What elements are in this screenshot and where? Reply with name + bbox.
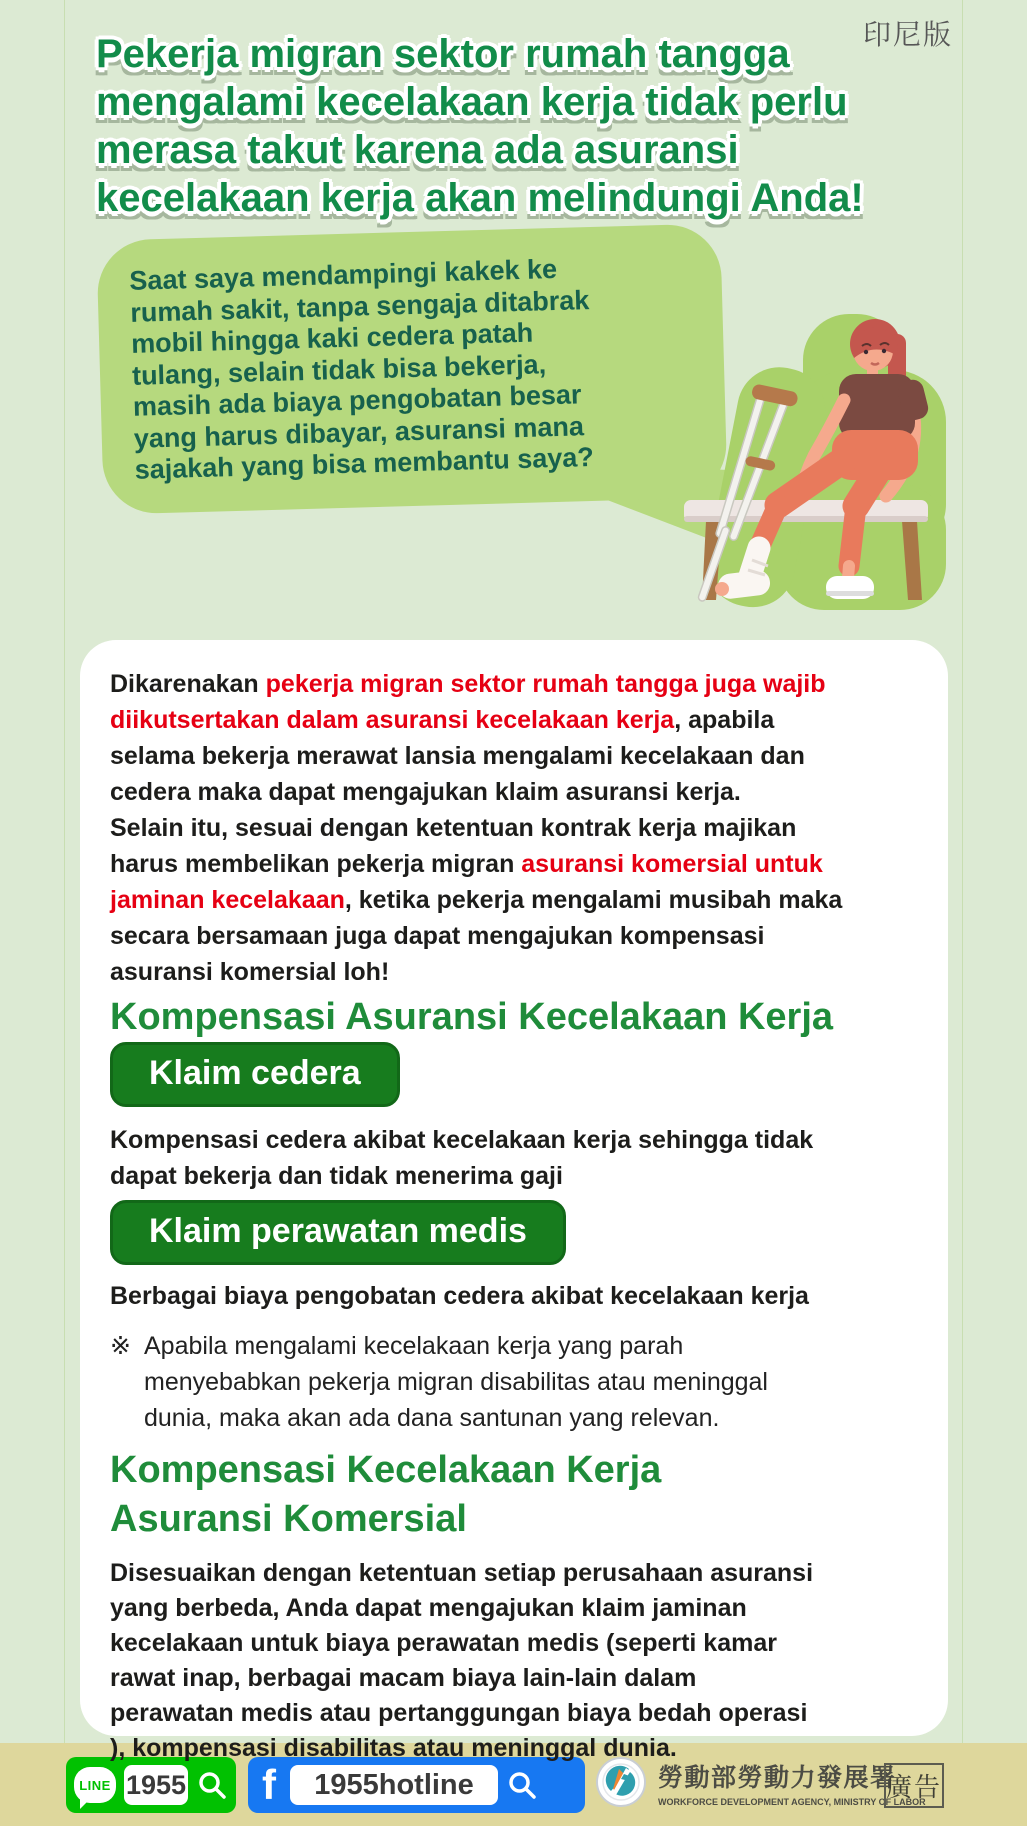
ad-label: 廣告 [884,1763,944,1808]
wda-agency-name: 勞動部勞動力發展署 [658,1763,897,1792]
line-icon: LINE [74,1767,116,1803]
edition-label: 印尼版 [862,19,953,50]
severe-accident-note-text: Apabila mengalami kecelakaan kerja yang parah menyebabkan pekerja migran disabilitas atau meninggal dunia, maka akan ada dana santunan yang relevan. [144,1332,768,1432]
right-guide-line [962,0,963,1743]
injury-claim-description: Kompensasi cedera akibat kecelakaan kerja sehingga tidak dapat bekerja dan tidak menerima gaji [110,1126,814,1190]
intro-paragraph: Dikarenakan pekerja migran sektor rumah tangga juga wajib diikutsertakan dalam asuransi kecelakaan kerja, apabila selama bekerja merawat lansia mengalami kecelakaan dan cedera maka dapat mengajukan klaim asuransi kerja. Selain itu, sesuai dengan ketentuan kontrak kerja majikan harus membelikan pekerja migran asuransi komersial untuk jaminan kecelakaan, ketika pekerja mengalami musibah maka secara bersamaan juga dapat mengajukan kompensasi asuransi komersial loh! [110,670,843,986]
poster-title: Pekerja migran sektor rumah tangga mengalami kecelakaan kerja tidak perlu merasa takut karena ada asuransi kecelakaan kerja akan melindungi Anda! [96,32,864,220]
line-search-icon[interactable] [196,1769,228,1801]
severe-accident-note [110,1328,768,1436]
left-guide-line [64,0,65,1743]
section-heading-commercial-insurance: Kompensasi Kecelakaan Kerja Asuransi Komersial [110,1449,662,1540]
facebook-search-icon[interactable] [506,1769,538,1801]
facebook-icon: f [262,1761,276,1808]
wda-agency-name-en: WORKFORCE DEVELOPMENT AGENCY, MINISTRY OF LABOR [658,1796,926,1807]
commercial-insurance-description: Disesuaikan dengan ketentuan setiap perusahaan asuransi yang berbeda, Anda dapat mengajukan klaim jaminan kecelakaan untuk biaya perawatan medis (seperti kamar rawat inap, berbagai macam biaya lain-lain dalam perawatan medis atau pertanggungan biaya bedah operasi ), kompensasi disabilitas atau meninggal dunia. [110,1559,814,1762]
line-search-input[interactable]: 1955 [124,1765,188,1805]
facebook-search-input[interactable]: 1955hotline [290,1765,498,1805]
injury-claim-button: Klaim cedera [110,1042,400,1107]
speech-bubble-text: Saat saya mendampingi kakek ke rumah sakit, tanpa sengaja ditabrak mobil hingga kaki cedera patah tulang, selain tidak bisa bekerja, masih ada biaya pengobatan besar yang harus dibayar, asuransi mana sajakah yang bisa membantu saya? [129,253,595,485]
speech-bubble [96,223,727,514]
medical-claim-button: Klaim perawatan medis [110,1200,566,1265]
section-heading-work-accident-insurance: Kompensasi Asuransi Kecelakaan Kerja [110,996,834,1038]
info-card [80,640,948,1762]
note-asterisk-icon: ※ [110,1332,131,1360]
medical-claim-description: Berbagai biaya pengobatan cedera akibat kecelakaan kerja [110,1282,809,1310]
